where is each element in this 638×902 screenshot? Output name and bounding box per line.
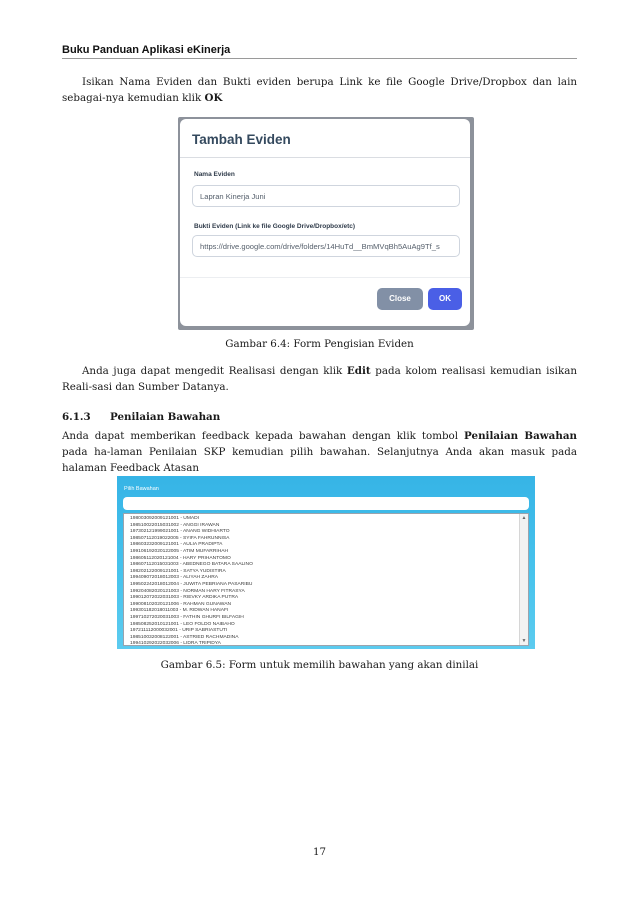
paragraph-text: Isikan Nama Eviden dan Bukti eviden berupa Link ke file Google Drive/Dropbox dan lain sebagai-nya kemudian klik xyxy=(62,76,577,104)
nama-eviden-label: Nama Eviden xyxy=(194,171,235,178)
list-item[interactable]: 199012072022031003 - RIEVKY ARDIKA PUTRA xyxy=(130,595,239,601)
list-item[interactable]: 198508252010121001 - LEO FOLDO NAIBAHO xyxy=(130,621,235,627)
list-item[interactable]: 198607112015031003 - ABEDNEGO BATARA SAALINO xyxy=(130,562,253,568)
figure-caption-6-5: Gambar 6.5: Form untuk memilih bawahan yang akan dinilai xyxy=(160,659,479,671)
list-item[interactable]: 199410292022032006 - LIDRA TRIPIDYA xyxy=(130,641,221,647)
page-number: 17 xyxy=(312,846,327,858)
scroll-up-icon[interactable]: ▲ xyxy=(521,515,527,521)
section-number: 6.1.3 xyxy=(62,411,91,423)
list-item[interactable]: 199710272020031003 - FATHIN GHURFI BILFAGIH xyxy=(130,614,244,620)
list-item[interactable]: 198510032008122001 - ASTRIED RACHMADINA xyxy=(130,634,239,640)
paragraph-text: Anda juga dapat mengedit Realisasi dengan klik xyxy=(82,365,347,377)
paragraph-penilaian-bawahan xyxy=(62,428,577,476)
list-item[interactable]: 199204082020121003 - NORMAN HARY FITRASYA xyxy=(130,588,245,594)
list-item[interactable]: 198507112019022005 - SYIFA FAHRUNNISA xyxy=(130,535,230,541)
figure-caption-6-4: Gambar 6.4: Form Pengisian Eviden xyxy=(225,338,414,350)
figure-pilih-bawahan xyxy=(117,476,535,649)
list-item[interactable]: 198510022015031002 - ANGGI IRAWAN xyxy=(130,522,220,528)
close-button[interactable]: Close xyxy=(377,288,423,310)
tambah-eviden-modal xyxy=(180,119,470,326)
paragraph-text: Anda dapat memberikan feedback kepada bawahan dengan klik tombol xyxy=(62,430,465,442)
modal-divider xyxy=(180,157,470,158)
figure-tambah-eviden xyxy=(178,117,474,330)
bawahan-items xyxy=(130,516,253,648)
bukti-eviden-input[interactable]: https://drive.google.com/drive/folders/14HuTd__BmMVqBh5AuAg9Tf_s xyxy=(192,235,460,257)
pilih-bawahan-label: Pilih Bawahan xyxy=(124,486,159,492)
modal-title: Tambah Eviden xyxy=(192,132,291,147)
list-item[interactable]: 199106192020122005 - ATIM MUFARRIHAH xyxy=(130,548,229,554)
paragraph-bold-ok: OK xyxy=(204,92,223,104)
list-item[interactable]: 198202122009121001 - SATYA YUDISTIRA xyxy=(130,568,226,574)
header-rule xyxy=(62,58,577,59)
section-heading xyxy=(62,411,220,423)
list-item[interactable]: 199008102020121006 - RAHMAN GUNAWAN xyxy=(130,601,232,607)
list-item[interactable]: 198003092009121001 - UMADI xyxy=(130,516,200,521)
list-item[interactable]: 199301182018011003 - M. RIDWAN HANAFI xyxy=(130,608,229,614)
list-scrollbar[interactable] xyxy=(519,514,528,645)
paragraph-edit-realisasi xyxy=(62,363,577,395)
paragraph-instruction-eviden xyxy=(62,74,577,106)
paragraph-bold-edit: Edit xyxy=(346,365,371,377)
list-item[interactable]: 199502242018012004 - JUWITA PEBRIANA PASARIBU xyxy=(130,581,253,587)
list-item[interactable]: 199409072018012003 - ALIYAH ZAHRA xyxy=(130,575,219,581)
list-item[interactable]: 198603232009121001 - AULIA PRADIPTA xyxy=(130,542,223,548)
running-header: Buku Panduan Aplikasi eKinerja xyxy=(62,44,231,56)
scroll-down-icon[interactable]: ▼ xyxy=(521,638,527,644)
bawahan-list[interactable] xyxy=(123,513,529,646)
ok-button[interactable]: OK xyxy=(428,288,462,310)
list-item[interactable]: 197302121999021001 - ANANG WIDHIARTO xyxy=(130,529,230,535)
list-item[interactable]: 198605112020121004 - HARY PRIHANTOMO xyxy=(130,555,231,561)
pilih-bawahan-select[interactable] xyxy=(123,497,529,510)
section-title: Penilaian Bawahan xyxy=(110,411,221,423)
paragraph-bold-penilaian-bawahan: Penilaian Bawahan xyxy=(464,430,577,442)
nama-eviden-input[interactable]: Lapran Kinerja Juni xyxy=(192,185,460,207)
bukti-eviden-label: Bukti Eviden (Link ke file Google Drive/Dropbox/etc) xyxy=(194,223,356,230)
list-item[interactable]: 197211112000032001 - URIP SABRIASTUTI xyxy=(130,628,228,634)
modal-footer-divider xyxy=(180,277,470,278)
paragraph-text: pada kolom realisasi kemudian isikan Reali-sasi dan Sumber Datanya. xyxy=(62,365,577,393)
paragraph-text: pada ha-laman Penilaian SKP kemudian pilih bawahan. Selanjutnya Anda akan masuk pada halaman Feedback Atasan xyxy=(62,446,577,474)
